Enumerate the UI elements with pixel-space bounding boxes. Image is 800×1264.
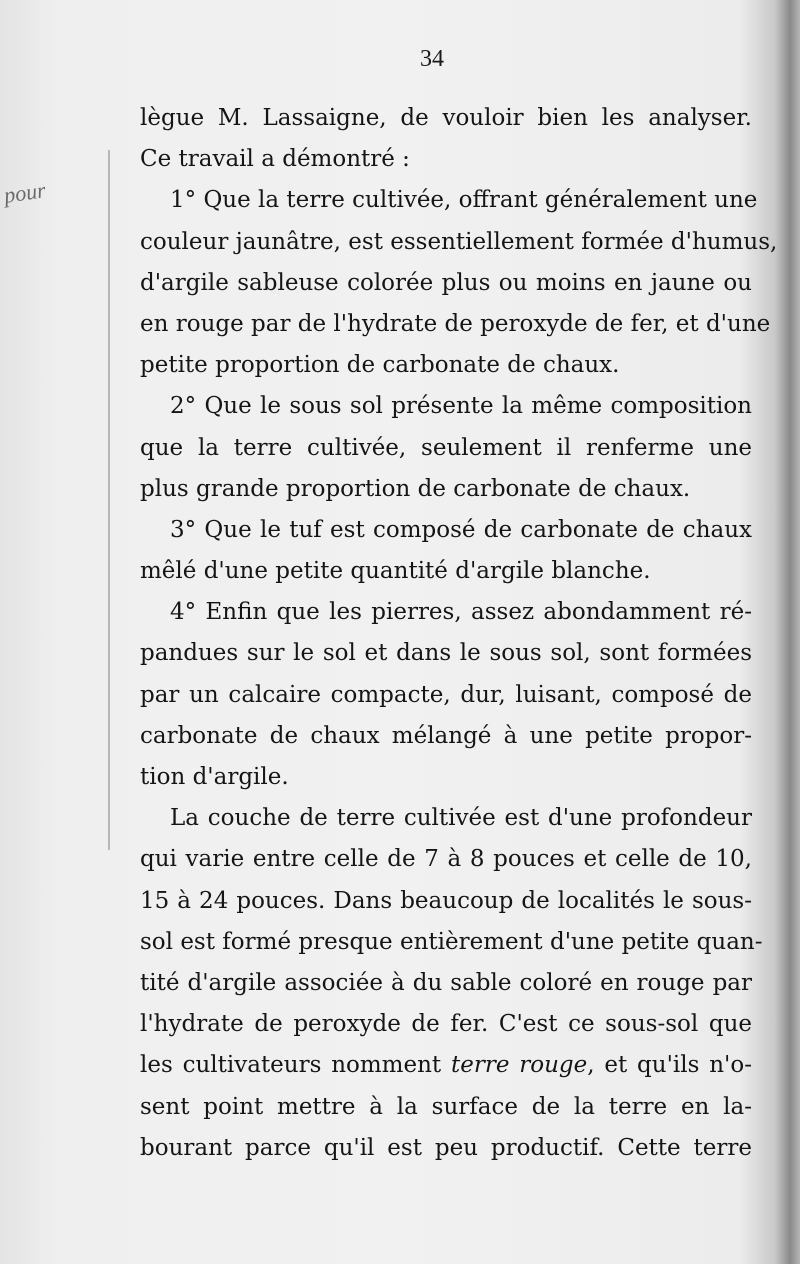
text-line — [140, 922, 763, 963]
text-segment: bourant parce qu'il est peu productif. Cette terre — [140, 1134, 752, 1161]
italic-term: terre rouge — [450, 1052, 588, 1079]
text-segment: mêlé d'une petite quantité d'argile blanche. — [140, 558, 651, 585]
text-line — [140, 98, 752, 139]
body-text — [140, 98, 778, 1169]
text-line — [140, 510, 752, 551]
text-segment: 15 à 24 pouces. Dans beaucoup de localités le sous- — [140, 887, 752, 914]
text-line — [140, 139, 752, 180]
text-segment: couleur jaunâtre, est essentiellement formée d'humus, — [140, 228, 778, 255]
text-segment: 2° Que le sous sol présente la même composition — [170, 393, 752, 420]
text-segment: La couche de terre cultivée est d'une profondeur — [170, 805, 752, 832]
text-line — [140, 633, 752, 674]
text-line — [140, 1087, 752, 1128]
text-segment: par un calcaire compacte, dur, luisant, composé de — [140, 681, 752, 708]
text-segment: tité d'argile associée à du sable coloré en rouge par — [140, 969, 752, 996]
text-segment: petite proportion de carbonate de chaux. — [140, 352, 620, 379]
text-segment: que la terre cultivée, seulement il renferme une — [140, 434, 752, 461]
text-segment: plus grande proportion de carbonate de chaux. — [140, 475, 691, 502]
text-segment: qui varie entre celle de 7 à 8 pouces et celle de 10, — [140, 846, 752, 873]
text-segment: 3° Que le tuf est composé de carbonate de chaux — [170, 516, 752, 543]
text-segment: sol est formé presque entièrement d'une petite quan- — [140, 928, 763, 955]
text-line — [140, 1004, 752, 1045]
text-segment: pandues sur le sol et dans le sous sol, sont formées — [140, 640, 752, 667]
text-segment: d'argile sableuse colorée plus ou moins en jaune ou — [140, 269, 752, 296]
text-line — [140, 757, 752, 798]
text-segment: sent point mettre à la surface de la terre en la- — [140, 1093, 752, 1120]
text-line — [140, 469, 752, 510]
text-line — [140, 428, 752, 469]
text-line — [140, 1128, 752, 1169]
text-segment: , et qu'ils n'o- — [587, 1052, 752, 1079]
text-line — [140, 263, 752, 304]
text-line — [140, 881, 752, 922]
text-segment: en rouge par de l'hydrate de peroxyde de fer, et d'une — [140, 310, 771, 337]
text-line — [140, 592, 752, 633]
handwritten-margin-note: pour — [2, 177, 48, 208]
text-line — [140, 180, 758, 221]
text-line — [140, 963, 752, 1004]
text-line — [140, 222, 778, 263]
text-segment: tion d'argile. — [140, 764, 289, 790]
text-segment: les cultivateurs nomment — [140, 1052, 451, 1079]
text-line — [140, 1045, 752, 1086]
page-number: 34 — [420, 46, 444, 72]
text-line — [140, 675, 752, 716]
text-segment: lègue M. Lassaigne, de vouloir bien les analyser. — [140, 105, 752, 131]
text-line — [140, 798, 752, 839]
text-segment: l'hydrate de peroxyde de fer. C'est ce sous-sol que — [140, 1011, 752, 1038]
text-line — [140, 345, 752, 386]
text-line — [140, 716, 752, 757]
text-segment: 1° Que la terre cultivée, offrant généralement une — [170, 187, 758, 214]
text-segment: 4° Enfin que les pierres, assez abondamment ré- — [170, 599, 752, 626]
text-line — [140, 386, 752, 427]
text-line — [140, 839, 752, 880]
text-line — [140, 551, 752, 592]
text-segment: carbonate de chaux mélangé à une petite propor- — [140, 722, 752, 749]
text-line — [140, 304, 771, 345]
text-segment: Ce travail a démontré : — [140, 146, 410, 173]
pencil-margin-line — [108, 150, 110, 850]
